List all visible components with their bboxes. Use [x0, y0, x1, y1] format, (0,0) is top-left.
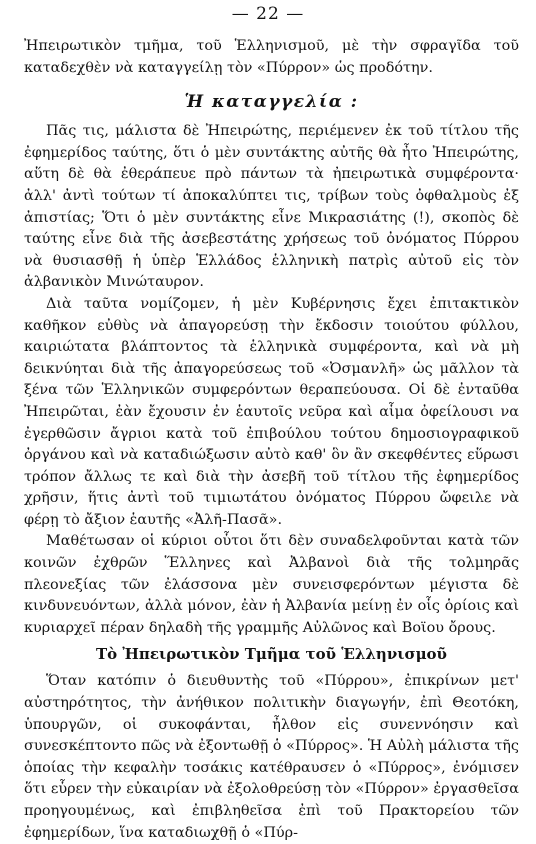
section-heading-denunciation: Ἡ καταγγελία : [184, 92, 359, 113]
body-paragraph: Μαθέτωσαν οἱ κύριοι οὗτοι ὅτι δὲν συναδελφοῦνται κατὰ τῶν κοινῶν ἐχθρῶν Ἕλληνες καὶ Ἀλβανοὶ διὰ τῆς τολμηρᾶς πλεονεξίας τῶν ἐλάσσονα μὲν συνεισφερόντων μέγιστα δὲ κινδυνευόντων, ἀλλὰ μόνον, ἐὰν ἡ Ἀλβανία μείνῃ ἐν οἷς ὁρίοις καὶ κυριαρχεῖ πέραν δηλαδὴ τῆς γραμμῆς Αὐλῶνος καὶ Βοϊου ὄρους. [24, 533, 519, 636]
intro-paragraph: Ἠπειρωτικὸν τμῆμα, τοῦ Ἑλληνισμοῦ, μὲ τὴν σφραγῖδα τοῦ καταδεχθὲν νὰ καταγγείλῃ τὸν «Πύρρον» ὡς προδότην. [24, 38, 519, 76]
body-paragraph: Ὅταν κατόπιν ὁ διευθυντὴς τοῦ «Πύρρου», ἐπικρίνων μετ' αὐστηρότητος, τὴν ἀνήθικον πολιτικὴν διαγωγήν, ἐπὶ Θεοτόκη, ὑπουργῶν, οἱ συκοφάνται, ἦλθον εἰς συνεννόησιν καὶ συνεσκέπτοντο πῶς νὰ ἐξοντωθῇ ὁ «Πύρρος». Ἡ Αὐλὴ μάλιστα τῆς ὁποίας τὴν κεφαλὴν τοσάκις κατέθραυσεν ὁ «Πύρρος», ἐνόμισεν ὅτι εὗρεν τὴν εὐκαιρίαν νὰ ἐξολοθρεύσῃ τὸν «Πύρρον» ἐργασθεῖσα προηγουμένως, καὶ ἐπιβληθεῖσα ἐπὶ τοῦ Πρακτορείου τῶν ἐφημερίδων, ἵνα καταδιωχθῇ ὁ «Πύρ- [24, 673, 519, 841]
page-number: — 22 — [231, 4, 305, 24]
section-heading-epirus-section: Τὸ Ἠπειρωτικὸν Τμῆμα τοῦ Ἑλληνισμοῦ [96, 645, 447, 664]
page-body [24, 36, 519, 844]
body-paragraph: Διὰ ταῦτα νομίζομεν, ἡ μὲν Κυβέρνησις ἔχει ἐπιτακτικὸν καθῆκον εὐθὺς νὰ ἀπαγορεύσῃ τὴν ἔκδοσιν τοιούτου φύλλου, καιριώτατα βλάπτοντος τὰ ἑλληνικὰ συμφέροντα, καὶ νὰ μὴ δεικνύηται διὰ τῆς ἀπαγορεύσεως τοῦ «Ὀσμανλῆ» ὡς μᾶλλον τὰ ξένα τῶν Ἑλληνικῶν συμφερόντων θεραπεύουσα. Οἱ δὲ ἐνταῦθα Ἠπειρῶται, ἐὰν ἔχουσιν ἐν ἑαυτοῖς νεῦρα καὶ αἷμα ὀφείλουσι να ἐγερθῶσιν ἄγριοι κατὰ τοῦ ἐπιβούλου τούτου δημοσιογραφικοῦ ὀργάνου καὶ νὰ καταδιώξωσιν αὐτὸ καθ' ὃν ἂν σκεφθέντες εὕρωσι τρόπον ἄλλως τε καὶ διὰ τὴν ἀσεβῆ τοῦ τίτλου τῆς ἐφημερίδος χρῆσιν, ἥτις ἀντὶ τοῦ τιμιωτάτου ὀνόματος Πύρρου ὤφειλε νὰ φέρῃ τὸ ἄξιον ἑαυτῆς «Ἀλῆ-Πασᾶ». [24, 295, 519, 528]
body-paragraph: Πᾶς τις, μάλιστα δὲ Ἠπειρώτης, περιέμενεν ἐκ τοῦ τίτλου τῆς ἐφημερίδος ταύτης, ὅτι ὁ μὲν συντάκτης αὐτῆς θὰ ἦτο Ἠπειρώτης, αὕτη δὲ θὰ ἐθεράπευε πρὸ πάντων τὰ ἠπειρωτικὰ συμφέροντα· ἀλλ' ἀντὶ τούτων τί ἀποκαλύπτει τις, τρίβων τοὺς ὀφθαλμοὺς ἐξ ἀπιστίας; Ὅτι ὁ μὲν συντάκτης εἶνε Μικρασιάτης (!), σκοπὸς δὲ ταύτης εἶνε διὰ τῆς ἀσεβεστάτης χρήσεως τοῦ ὀνόματος Πύρρου νὰ θυσιασθῇ ἡ ὑπὲρ Ἑλλάδος ἑλληνικὴ πατρὶς αὐτοῦ εἰς τὸν ἀλβανικὸν Μινώταυρον. [24, 123, 519, 291]
